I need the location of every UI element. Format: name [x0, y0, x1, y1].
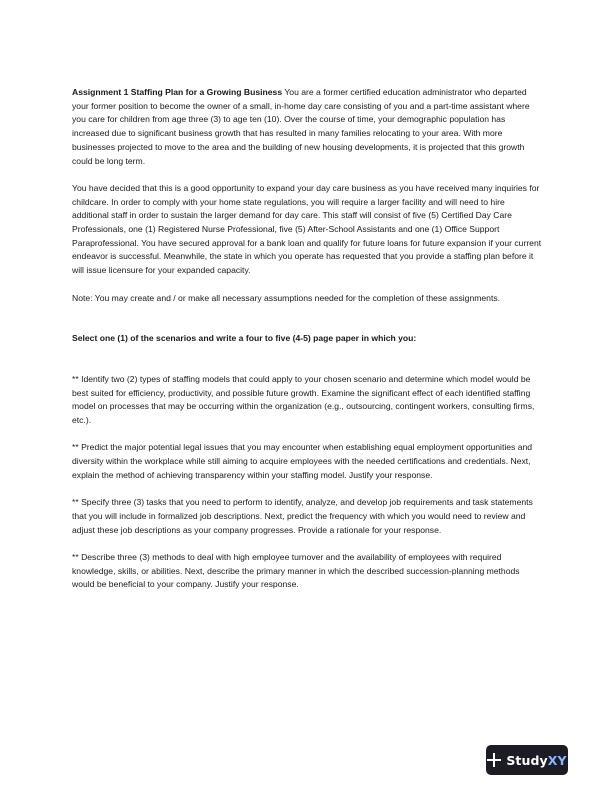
- assignment-title: Assignment 1 Staffing Plan for a Growing Business: [72, 87, 283, 97]
- task-item: ** Describe three (3) methods to deal with high employee turnover and the availability of employees with required knowledge, skills, or abilities. Next, describe the primary manner in which the described succession-planning methods would be beneficial to your company. Justify your response.: [72, 552, 520, 590]
- intro-paragraph: [72, 86, 542, 168]
- document-page: [72, 86, 542, 606]
- scenario-paragraph: You have decided that this is a good opportunity to expand your day care business as you have received many inquiries for childcare. In order to comply with your home state regulations, you will require a larger facility and will need to hire additional staff in order to sustain the larger demand for day care. This staff will consist of five (5) Certified Day Care Professionals, one (1) Registered Nurse Professional, five (5) After-School Assistants and one (1) Office Support Paraprofessional. You have secured approval for a bank loan and qualify for future loans for future expansion if your current endeavor is successful. Meanwhile, the state in which you operate has requested that you provide a staffing plan before it will issue licensure for your expanded capacity.: [72, 182, 542, 276]
- brand-name-xy: XY: [547, 752, 567, 768]
- instructions-heading: Select one (1) of the scenarios and write a four to five (4-5) page paper in which you:: [72, 333, 417, 344]
- plus-icon: [487, 753, 501, 767]
- task-item: ** Specify three (3) tasks that you need to perform to identify, analyze, and develop job requirements and task statements that you will include in formalized job descriptions. Next, predict the frequency with which you would need to review and adjust these job descriptions as your company progresses. Provide a rationale for your response.: [72, 497, 533, 535]
- brand-name-study: Study: [506, 752, 548, 768]
- task-item: ** Predict the major potential legal issues that you may encounter when establishing equal employment opportunities and diversity within the workplace while still aiming to acquire employees with the needed certifications and credentials. Next, explain the method of achieving transparency within your staffing model. Justify your response.: [72, 442, 533, 480]
- task-item: ** Identify two (2) types of staffing models that could apply to your chosen scenario and determine which model would be best suited for efficiency, productivity, and possible future growth. Examine the significant effect of each identified staffing model on processes that may be occurring within the organization (e.g., outsourcing, contingent workers, consulting firms, etc.).: [72, 373, 535, 426]
- brand-name: [506, 753, 566, 768]
- studyxy-logo[interactable]: [486, 745, 568, 775]
- intro-body: You are a former certified education administrator who departed your former position to become the owner of a small, in-home day care consisting of you and a part-time assistant where you care for children from age three (3) to age ten (10). Over the course of time, your demographic population has increased due to significant business growth that has resulted in many families relocating to your area. With more businesses projected to move to the area and the building of new housing developments, it is projected that this growth could be long term.: [72, 87, 530, 166]
- assumptions-note: Note: You may create and / or make all necessary assumptions needed for the completion of these assignments.: [72, 292, 501, 303]
